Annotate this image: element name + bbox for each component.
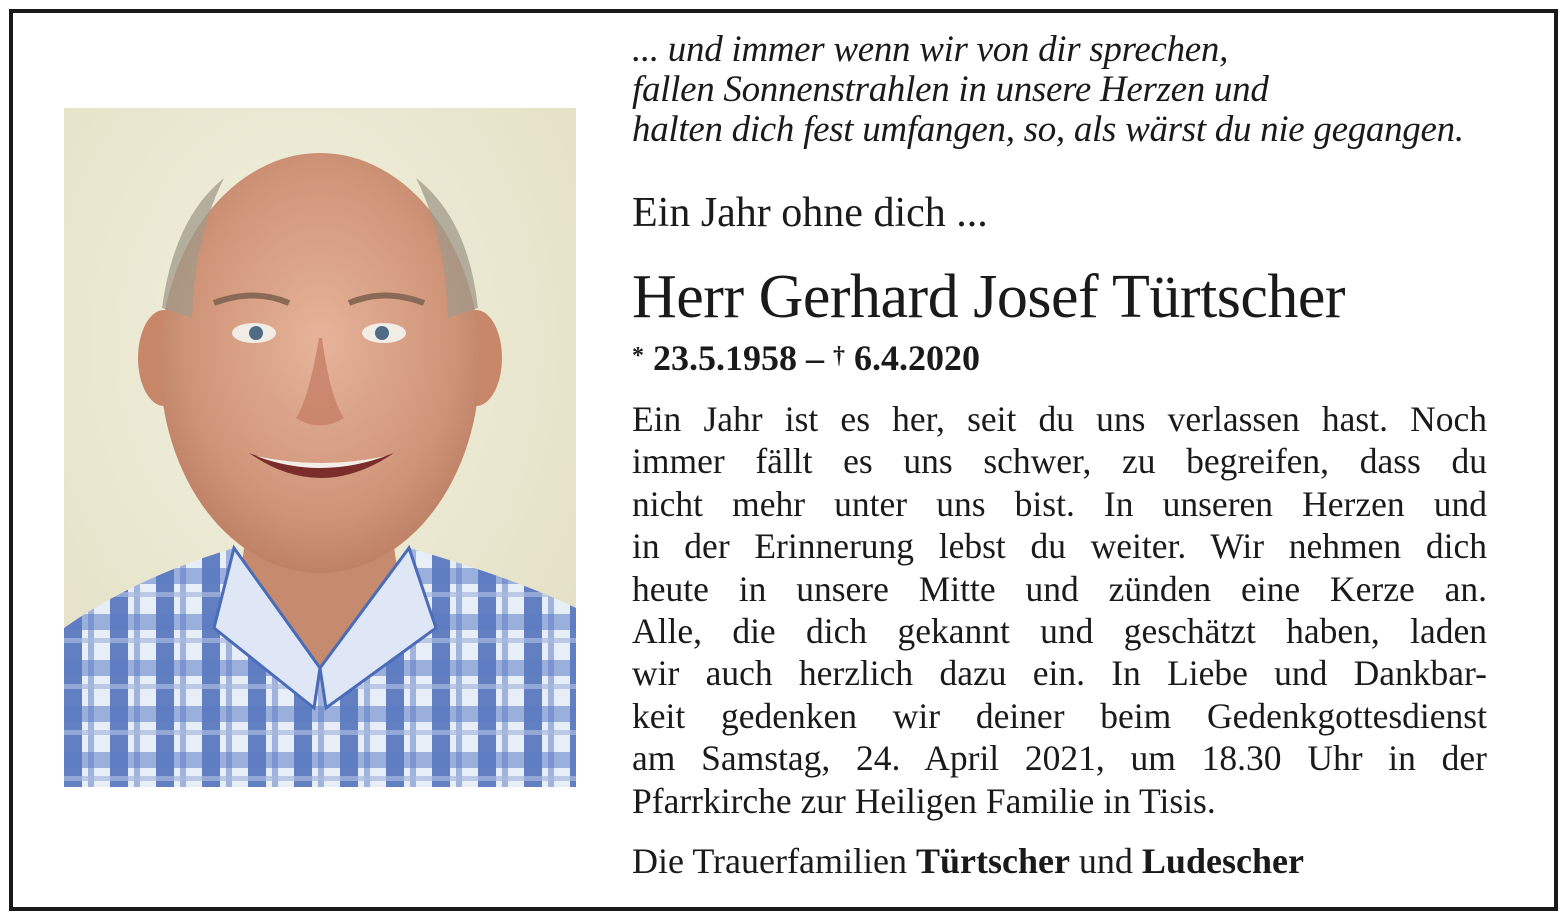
death-symbol: †: [833, 343, 845, 369]
quote-line: ... und immer wenn wir von dir sprechen,: [632, 29, 1229, 70]
date-separator: –: [806, 338, 824, 378]
quote-line: halten dich fest umfangen, so, als wärst du nie gegangen.: [632, 109, 1464, 150]
death-date: 6.4.2020: [854, 338, 980, 378]
message-line: in der Erinnerung lebst du weiter. Wir nehmen dich: [632, 526, 1487, 567]
intro-heading: Ein Jahr ohne dich ...: [632, 190, 988, 236]
message-line: Ein Jahr ist es her, seit du uns verlassen hast. Noch: [632, 399, 1487, 439]
memorial-message: [632, 398, 1487, 822]
portrait-illustration: [64, 108, 576, 787]
message-line: nicht mehr unter uns bist. In unseren Herzen und: [632, 483, 1487, 524]
signature-prefix: Die Trauerfamilien: [632, 841, 907, 881]
message-line: Alle, die dich gekannt und geschätzt haben, laden: [632, 611, 1487, 652]
family-name-1: Türtscher: [915, 841, 1070, 881]
deceased-name: Herr Gerhard Josef Türtscher: [632, 263, 1346, 331]
mourning-families: [632, 838, 1304, 884]
portrait-photo: [64, 108, 576, 787]
message-line: am Samstag, 24. April 2021, um 18.30 Uhr in der: [632, 738, 1487, 779]
life-dates: [632, 336, 980, 380]
message-line: keit gedenken wir deiner beim Gedenkgottesdienst: [632, 695, 1487, 736]
memorial-quote: [632, 30, 1502, 150]
birth-date: 23.5.1958: [653, 338, 797, 378]
signature-conjunction: und: [1078, 841, 1133, 881]
message-line: wir auch herzlich dazu ein. In Liebe und Dankbar-: [632, 653, 1487, 694]
birth-symbol: *: [632, 343, 644, 369]
quote-line: fallen Sonnenstrahlen in unsere Herzen und: [632, 69, 1269, 110]
message-line: Pfarrkirche zur Heiligen Familie in Tisis.: [632, 780, 1216, 821]
message-line: immer fällt es uns schwer, zu begreifen, dass du: [632, 441, 1487, 482]
family-name-2: Ludescher: [1141, 841, 1304, 881]
message-line: heute in unsere Mitte und zünden eine Kerze an.: [632, 568, 1487, 609]
